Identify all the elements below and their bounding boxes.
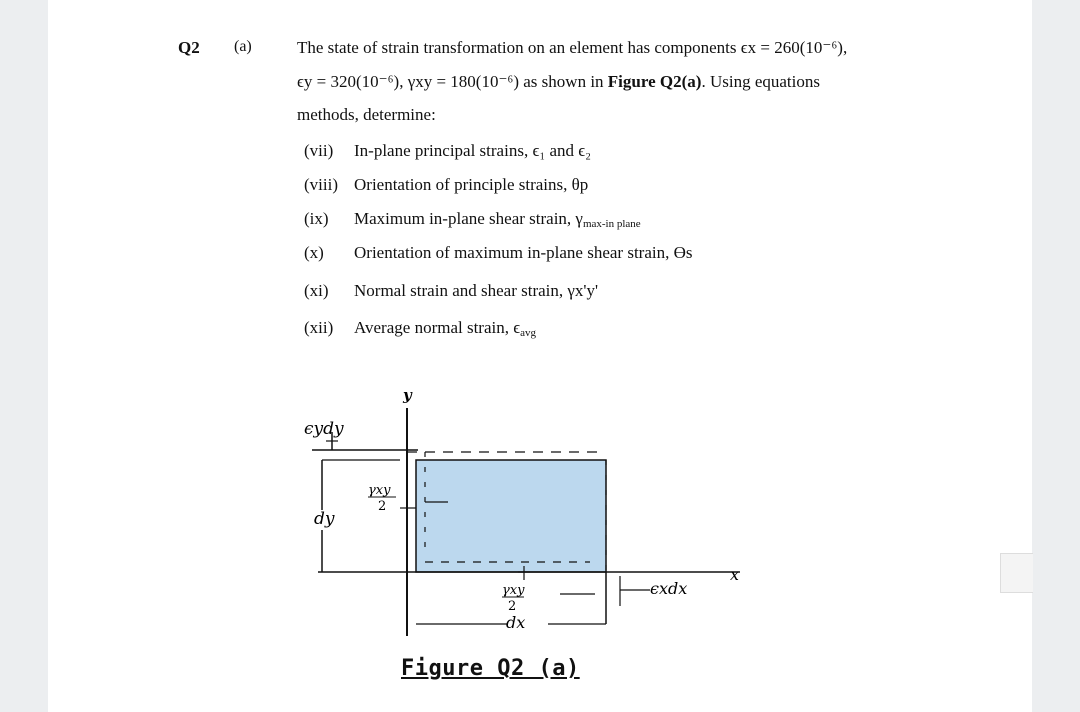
figure-caption: Figure Q2 (a) bbox=[401, 656, 580, 681]
question-part: (a) bbox=[234, 38, 252, 55]
intro-line-3: methods, determine: bbox=[297, 105, 436, 124]
item-text-with-sub bbox=[354, 318, 536, 339]
x-axis-label: x bbox=[730, 565, 740, 584]
item-text: Average normal strain, ϵ bbox=[354, 318, 521, 337]
intro-line-2-pre: ϵy = 320(10⁻⁶), γxy = 180(10⁻⁶) as shown in bbox=[297, 72, 608, 91]
item-text-with-sub bbox=[354, 209, 641, 230]
eydy-label: ϵydy bbox=[304, 419, 344, 439]
gamma-top-label: γxy bbox=[368, 483, 391, 498]
intro-line-1: The state of strain transformation on an element has components ϵx = 260(10⁻⁶), bbox=[297, 38, 848, 57]
strain-element bbox=[416, 460, 606, 572]
item-subscript: max-in plane bbox=[582, 218, 641, 230]
dy-label: dy bbox=[314, 509, 335, 529]
right-gutter bbox=[1032, 0, 1080, 712]
item-roman: (ix) bbox=[304, 209, 329, 228]
item-text: Orientation of maximum in-plane shear strain, ϴs bbox=[354, 243, 693, 262]
item-roman: (x) bbox=[304, 243, 324, 262]
item-roman: (viii) bbox=[304, 175, 338, 194]
exdx-label: ϵxdx bbox=[650, 579, 688, 598]
item-roman: (xi) bbox=[304, 281, 329, 300]
question-number: Q2 bbox=[178, 38, 200, 57]
item-text: Orientation of principle strains, θp bbox=[354, 175, 589, 194]
gamma-top-denominator: 2 bbox=[378, 499, 387, 514]
item-text: Maximum in-plane shear strain, γ bbox=[354, 209, 583, 228]
side-scroll-tab[interactable] bbox=[1000, 553, 1033, 593]
figure-reference: Figure Q2(a) bbox=[607, 72, 702, 91]
y-axis-label: y bbox=[403, 386, 412, 404]
dx-label: dx bbox=[506, 613, 526, 632]
strain-element-figure bbox=[290, 380, 770, 680]
intro-line-2 bbox=[297, 72, 820, 92]
gamma-bottom-denominator: 2 bbox=[508, 599, 517, 614]
item-text: In-plane principal strains, ϵ₁ and ϵ₂ bbox=[354, 141, 592, 160]
item-text: Normal strain and shear strain, γx'y' bbox=[354, 281, 599, 300]
item-subscript: avg bbox=[520, 327, 537, 339]
item-roman: (vii) bbox=[304, 141, 334, 160]
item-roman: (xii) bbox=[304, 318, 334, 337]
gamma-bottom-label: γxy bbox=[502, 583, 525, 598]
intro-line-2-post: . Using equations bbox=[701, 72, 820, 91]
left-gutter bbox=[0, 0, 48, 712]
